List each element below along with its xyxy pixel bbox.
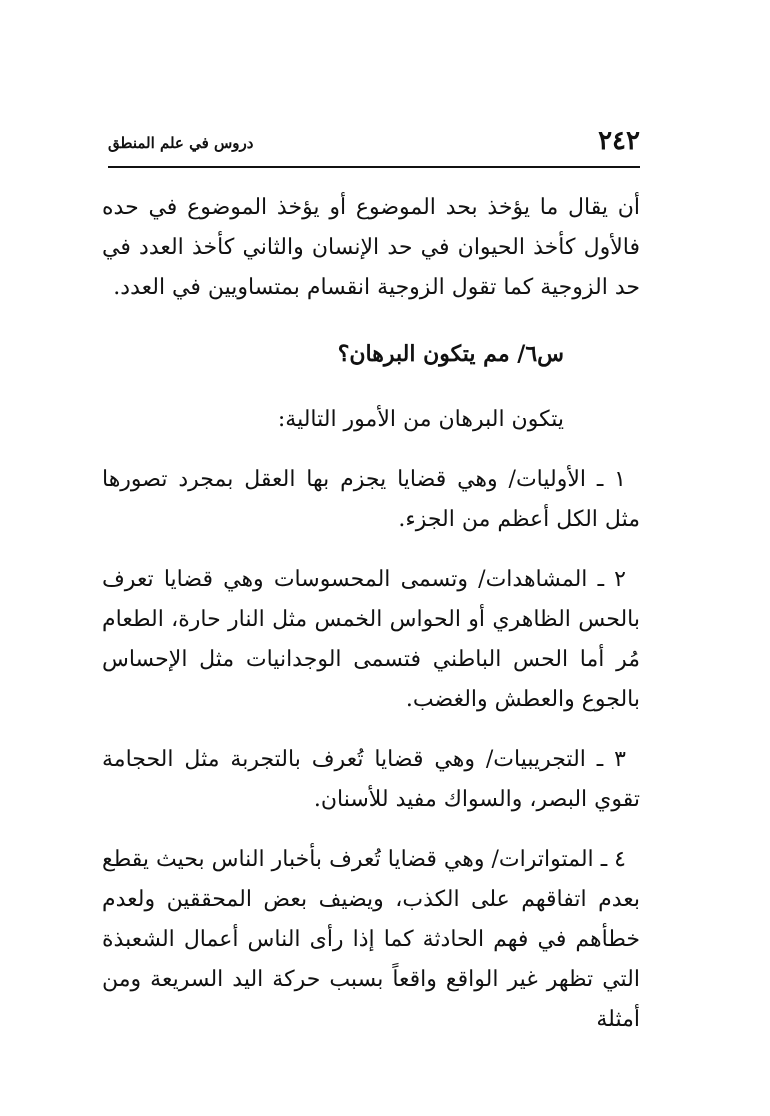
page-body [102, 188, 640, 1040]
page-number: ٢٤٢ [598, 126, 640, 156]
list-item-awwaliyyat: ١ ـ الأوليات/ وهي قضايا يجزم بها العقل بمجرد تصورها مثل الكل أعظم من الجزء. [102, 467, 640, 532]
question-heading: س٦/ مم يتكون البرهان؟ [337, 341, 564, 367]
list-item-mutawatirat: ٤ ـ المتواترات/ وهي قضايا تُعرف بأخبار الناس بحيث يقطع بعدم اتفاقهم على الكذب، ويضيف بعض المحققين ولعدم خطأهم في فهم الحادثة كما إذا رأى الناس أعمال الشعبذة التي تظهر غير الواقع واقعاً بسبب حركة اليد السريعة ومن أمثلة [102, 847, 640, 1032]
paragraph-definition-continuation: أن يقال ما يؤخذ بحد الموضوع أو يؤخذ الموضوع في حده فالأول كأخذ الحيوان في حد الإنسان والثاني كأخذ العدد في حد الزوجية كما تقول الزوجية انقسام بمتساويين في العدد. [102, 195, 640, 300]
running-title: دروس في علم المنطق [108, 134, 254, 152]
page-header [108, 120, 640, 164]
answer-intro: يتكون البرهان من الأمور التالية: [277, 407, 564, 432]
header-divider [108, 166, 640, 168]
list-item-tajribiyyat: ٣ ـ التجريبيات/ وهي قضايا تُعرف بالتجربة مثل الحجامة تقوي البصر، والسواك مفيد للأسنان. [102, 747, 640, 812]
list-item-mushahadat: ٢ ـ المشاهدات/ وتسمى المحسوسات وهي قضايا تعرف بالحس الظاهري أو الحواس الخمس مثل النار حارة، الطعام مُر أما الحس الباطني فتسمى الوجدانيات مثل الإحساس بالجوع والعطش والغضب. [102, 567, 640, 712]
